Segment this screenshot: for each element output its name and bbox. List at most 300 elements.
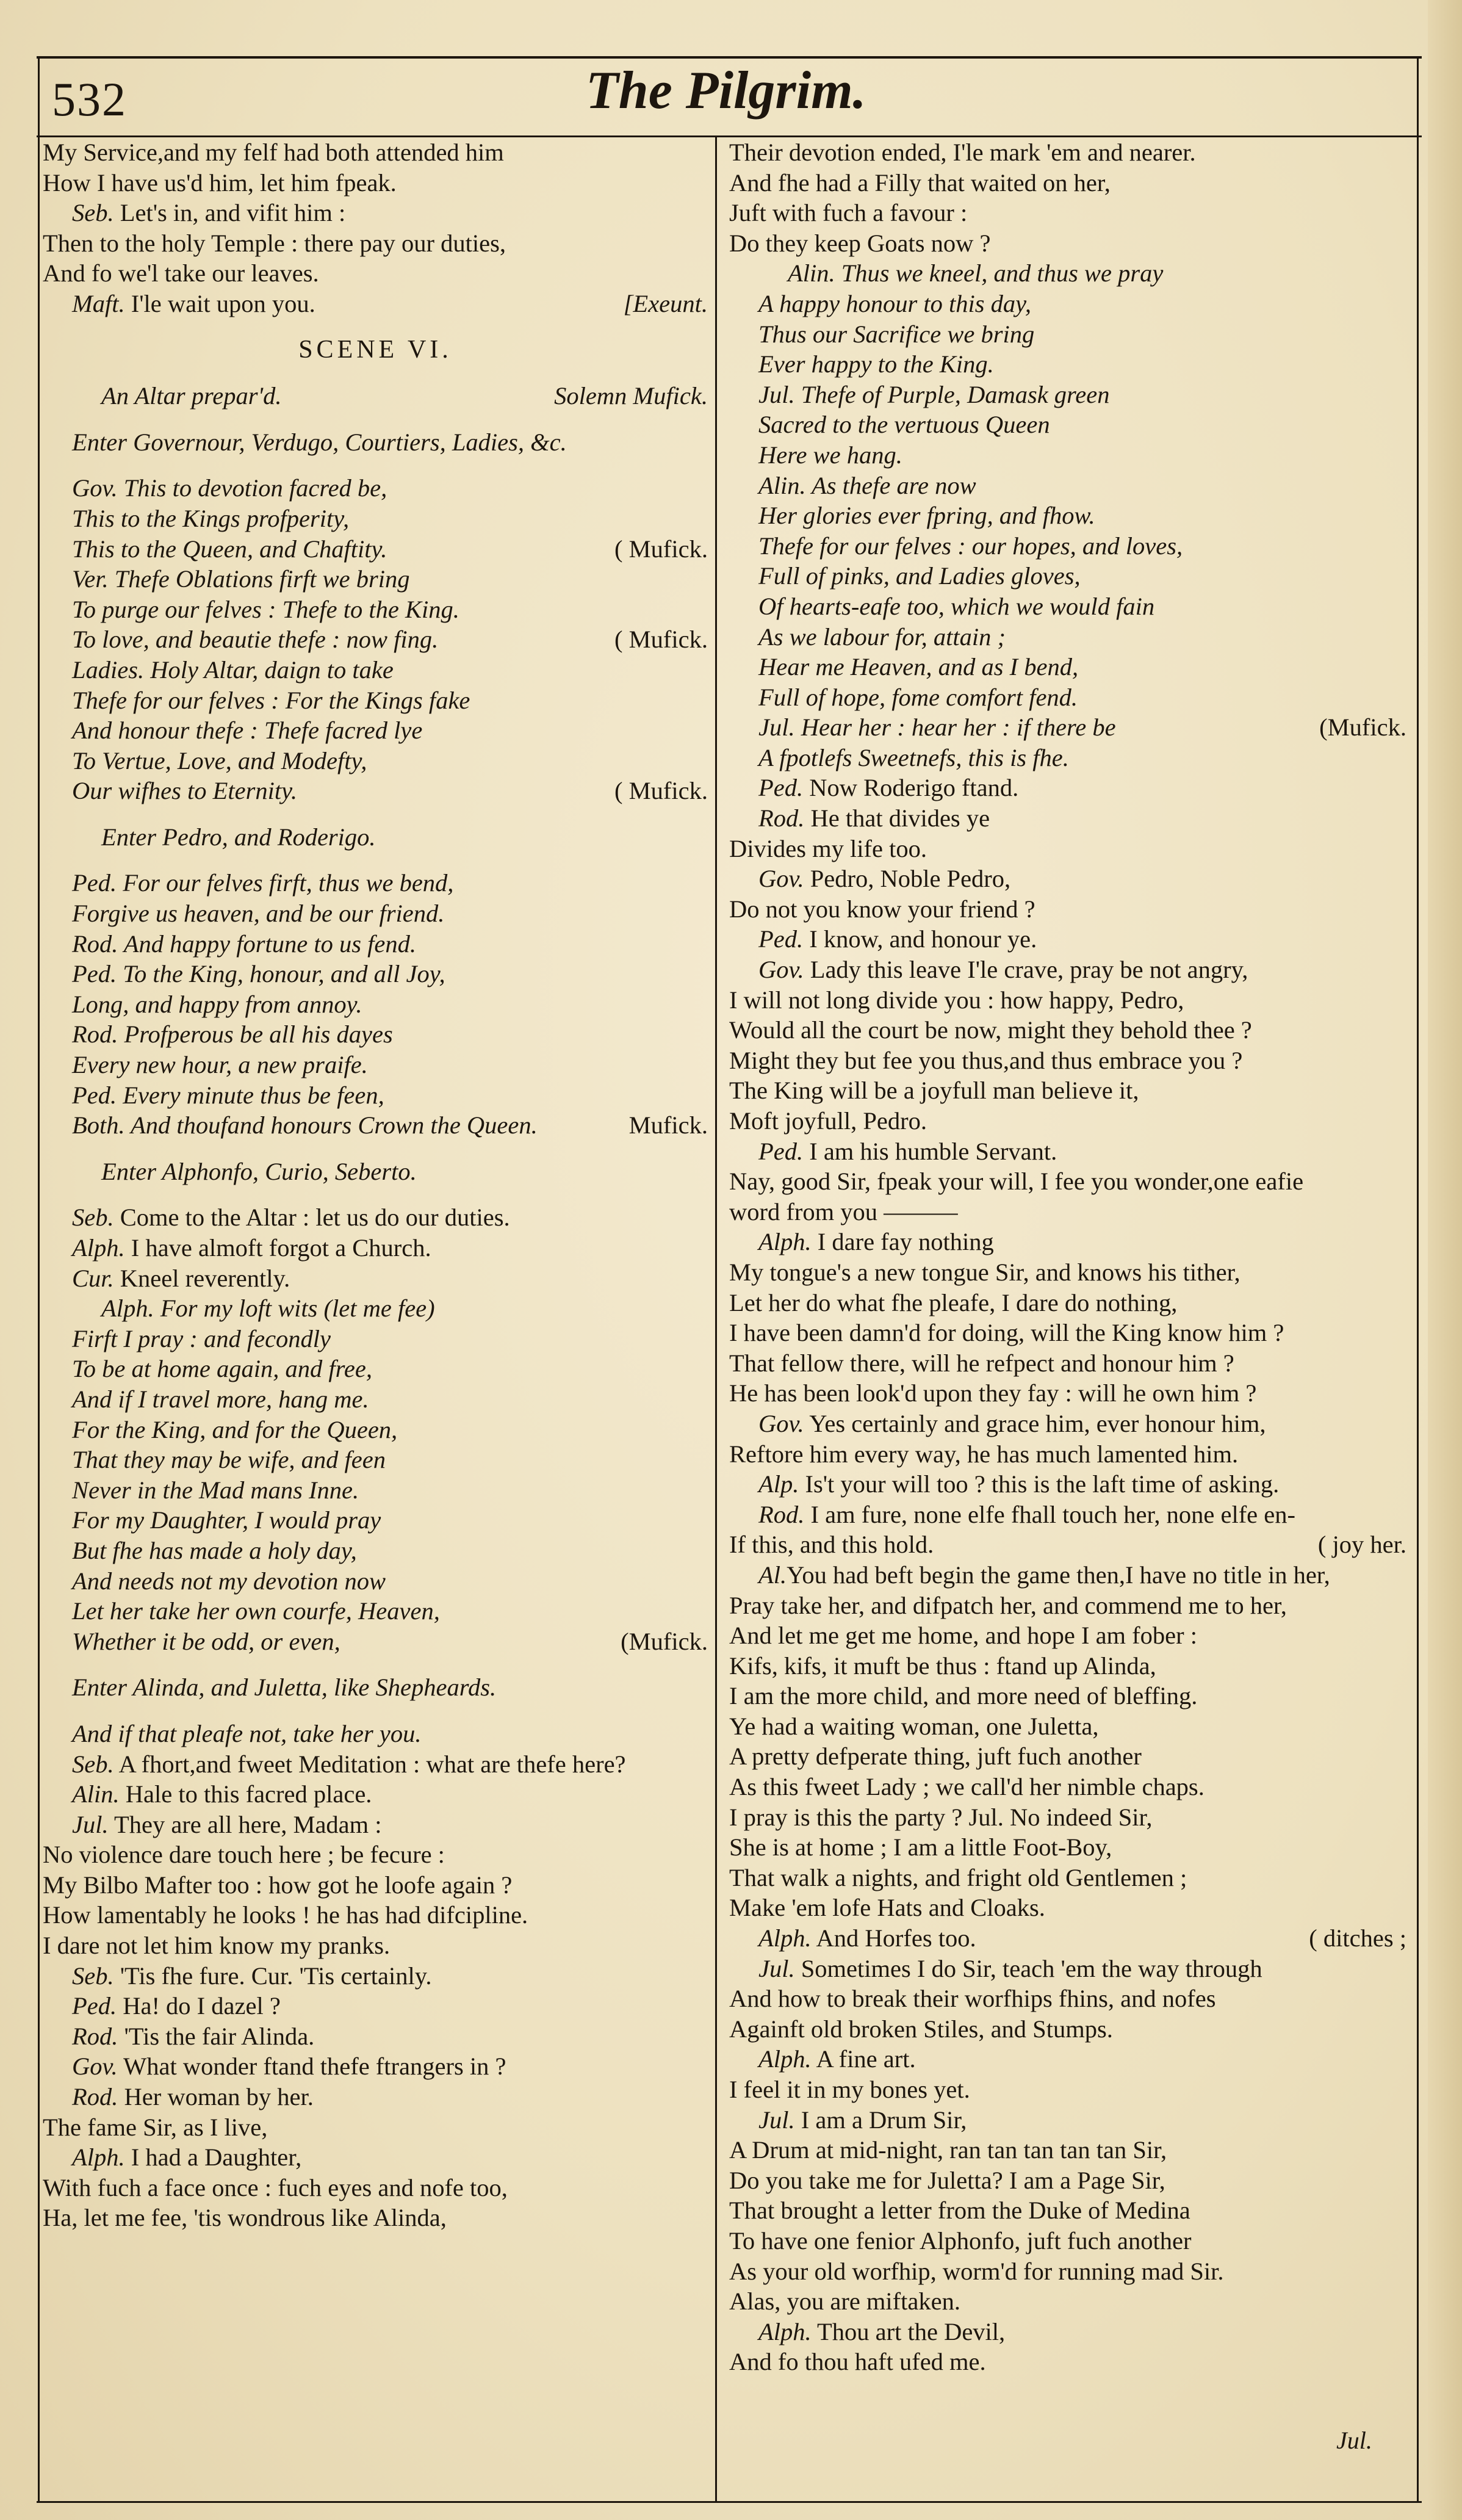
text-line <box>43 746 708 776</box>
line-text-italic: Every minute thus be feen, <box>117 1081 384 1109</box>
text-line <box>729 834 1406 864</box>
line-text-italic: Thefe Oblations firft we bring <box>108 565 410 593</box>
text-line <box>729 924 1406 955</box>
speaker-name: Ped. <box>72 1081 117 1109</box>
line-text-italic: And thoufand honours Crown the Queen. <box>124 1111 538 1139</box>
line-text-italic: A fpotlefs Sweetnefs, this is fhe. <box>758 743 1069 771</box>
text-line <box>729 743 1406 773</box>
speaker-name: Alin. <box>72 1780 120 1808</box>
speaker-name: Alph. <box>758 2317 812 2345</box>
line-spacer <box>43 1703 708 1719</box>
speaker-name: Alph. <box>758 1228 812 1256</box>
speaker-name: Rod. <box>72 930 118 958</box>
line-text-italic: But fhe has made a holy day, <box>72 1536 357 1564</box>
line-text-italic: This to the Queen, and Chaftity. <box>72 535 387 563</box>
text-line <box>43 168 708 198</box>
line-text-italic: Full of hope, fome comfort fend. <box>758 683 1078 711</box>
text-line <box>43 137 708 168</box>
line-text-italic: As we labour for, attain ; <box>758 623 1006 651</box>
stage-direction: Mufick. <box>628 1111 708 1139</box>
text-line <box>43 1505 708 1536</box>
text-line <box>729 2286 1406 2317</box>
text-line <box>43 2051 708 2082</box>
line-text-italic: Ever happy to the King. <box>758 350 994 378</box>
text-line <box>43 1672 708 1703</box>
speaker-name: Gov. <box>758 1409 804 1437</box>
text-line <box>43 1749 708 1780</box>
line-text: She is at home ; I am a little Foot-Boy, <box>729 1833 1112 1861</box>
line-text: Alas, you are miftaken. <box>729 2287 960 2316</box>
text-line <box>729 471 1406 501</box>
text-line <box>729 682 1406 713</box>
text-line <box>43 1930 708 1961</box>
line-text-italic: That they may be wife, and feen <box>72 1446 386 1474</box>
text-line <box>729 2074 1406 2105</box>
speaker-name: Alin. <box>788 259 835 287</box>
text-line <box>43 1779 708 1810</box>
text-line <box>43 822 708 853</box>
text-line <box>43 1354 708 1384</box>
line-text: I dare not let him know my pranks. <box>43 1932 391 1960</box>
text-line <box>729 985 1406 1016</box>
text-line <box>43 1719 708 1749</box>
line-text-italic: Full of pinks, and Ladies gloves, <box>758 562 1081 590</box>
line-text: Ye had a waiting woman, one Juletta, <box>729 1712 1099 1740</box>
speaker-name: Alph. <box>72 1234 125 1262</box>
text-line <box>43 1596 708 1626</box>
line-text: And fo thou haft ufed me. <box>729 2348 986 2376</box>
line-text: The fame Sir, as I live, <box>43 2113 268 2141</box>
line-text: A pretty defperate thing, juft fuch another <box>729 1742 1142 1771</box>
speaker-name: Alph. <box>72 2143 125 2172</box>
text-line <box>729 2347 1406 2377</box>
text-line <box>43 228 708 259</box>
stage-direction: ( Mufick. <box>614 535 708 563</box>
text-line <box>729 1409 1406 1439</box>
text-line <box>729 1832 1406 1863</box>
line-spacer <box>43 365 708 381</box>
line-text: And Horfes too. <box>811 1924 976 1952</box>
text-line <box>43 1566 708 1597</box>
speaker-name: Rod. <box>758 804 805 832</box>
line-spacer <box>43 806 708 822</box>
line-text: How I have us'd him, let him fpeak. <box>43 168 397 197</box>
text-line <box>729 773 1406 803</box>
line-text-italic: To purge our felves : Thefe to the King. <box>72 595 459 623</box>
text-line <box>729 1984 1406 2014</box>
text-line <box>729 1469 1406 1500</box>
speaker-name: Ped. <box>72 869 117 897</box>
stage-direction: (Mufick. <box>621 1627 708 1655</box>
line-spacer <box>43 319 708 335</box>
line-spacer <box>43 1186 708 1202</box>
line-text: Kifs, kifs, it muft be thus : ftand up Alinda, <box>729 1652 1156 1680</box>
text-line <box>43 258 708 289</box>
line-text-italic: For the King, and for the Queen, <box>72 1415 398 1443</box>
text-line <box>43 381 708 411</box>
text-line <box>729 531 1406 561</box>
text-line <box>43 1900 708 1930</box>
line-text: And let me get me home, and hope I am fober : <box>729 1622 1198 1650</box>
text-line <box>729 137 1406 168</box>
text-line <box>43 1110 708 1141</box>
line-text: As your old worfhip, worm'd for running mad Sir. <box>729 2257 1224 2285</box>
text-line <box>43 715 708 746</box>
page-number: 532 <box>52 73 127 126</box>
left-column <box>43 137 708 2233</box>
line-text: Might they but fee you thus,and thus embrace you ? <box>729 1046 1243 1074</box>
line-text: Reftore him every way, he has much lamented him. <box>729 1440 1239 1468</box>
line-text-italic: And happy fortune to us fend. <box>118 930 416 958</box>
line-text-italic: Every new hour, a new praife. <box>72 1051 368 1079</box>
speaker-name: Ped. <box>758 1137 804 1165</box>
speaker-name: Gov. <box>758 956 804 984</box>
line-text-italic: Holy Altar, daign to take <box>144 655 394 684</box>
line-spacer <box>43 457 708 473</box>
speaker-name: Maft. <box>72 289 125 317</box>
text-line <box>43 564 708 594</box>
right-column <box>729 137 1406 2377</box>
line-text-italic: Long, and happy from annoy. <box>72 990 362 1018</box>
line-text: Sometimes I do Sir, teach 'em the way through <box>794 1954 1262 1982</box>
line-text: Is't your will too ? this is the laft time of asking. <box>799 1470 1280 1498</box>
text-line <box>729 1348 1406 1379</box>
text-line <box>729 1741 1406 1772</box>
footer-rule <box>37 2501 1422 2503</box>
line-text: To have one fenior Alphonfo, juft fuch another <box>729 2226 1192 2255</box>
line-text-italic: Let her take her own courfe, Heaven, <box>72 1597 440 1625</box>
text-line <box>729 500 1406 531</box>
line-text: Moft joyfull, Pedro. <box>729 1107 927 1135</box>
text-line <box>729 349 1406 380</box>
line-text-italic: Here we hang. <box>758 441 902 469</box>
text-line <box>729 319 1406 350</box>
text-line <box>729 955 1406 985</box>
stage-direction: [Exeunt. <box>623 289 708 317</box>
text-line <box>729 1772 1406 1802</box>
line-text: He has been look'd upon they fay : will he own him ? <box>729 1379 1257 1407</box>
speaker-name: Ped. <box>758 925 804 953</box>
text-line <box>729 1378 1406 1409</box>
line-text: Their devotion ended, I'le mark 'em and nearer. <box>729 139 1196 166</box>
line-text-italic: Profperous be all his dayes <box>118 1020 393 1049</box>
line-text: I dare fay nothing <box>811 1228 994 1256</box>
line-text: 'Tis the fair Alinda. <box>118 2022 315 2050</box>
line-text: With fuch a face once : fuch eyes and nofe too, <box>43 2173 508 2201</box>
line-text: Let her do what fhe pleafe, I dare do nothing, <box>729 1288 1178 1316</box>
line-text-italic: As thefe are now <box>805 471 976 499</box>
text-line <box>729 1197 1406 1227</box>
line-text: How lamentably he looks ! he has had difcipline. <box>43 1901 528 1929</box>
line-text: Do you take me for Juletta? I am a Page Sir, <box>729 2166 1165 2194</box>
text-line <box>729 440 1406 471</box>
line-text: And how to break their worfhips fhins, and nofes <box>729 1985 1216 2013</box>
page-gutter <box>1428 0 1462 2520</box>
line-text: 'Tis fhe fure. Cur. 'Tis certainly. <box>113 1962 432 1990</box>
text-line <box>729 1500 1406 1530</box>
speaker-name: Gov. <box>72 474 118 502</box>
text-line <box>729 380 1406 410</box>
text-line <box>43 898 708 929</box>
speaker-name: Ladies. <box>72 655 145 684</box>
line-text-italic: Thefe for our felves : our hopes, and loves, <box>758 532 1183 560</box>
text-line <box>729 198 1406 228</box>
text-line <box>43 1293 708 1324</box>
line-text: Yes certainly and grace him, ever honour him, <box>804 1409 1266 1437</box>
line-text: SCENE VI. <box>298 335 452 364</box>
text-line <box>43 1263 708 1294</box>
text-line <box>43 1384 708 1415</box>
line-text-italic: To Vertue, Love, and Modefty, <box>72 746 367 774</box>
line-text-italic: Thefe for our felves : For the Kings fake <box>72 686 470 714</box>
text-line <box>729 1590 1406 1621</box>
text-line <box>729 1711 1406 1742</box>
line-text-italic: Enter Alinda, and Juletta, like Shepheards. <box>72 1673 497 1702</box>
stage-direction: Solemn Mufick. <box>554 382 708 410</box>
line-text: That walk a nights, and fright old Gentlemen ; <box>729 1863 1187 1891</box>
line-text-italic: This to devotion facred be, <box>117 474 387 502</box>
text-line <box>729 410 1406 440</box>
line-text-italic: Thus our Sacrifice we bring <box>758 320 1035 348</box>
text-line <box>43 1626 708 1657</box>
text-line <box>729 1802 1406 1833</box>
text-line <box>43 1536 708 1566</box>
line-text: Ha! do I dazel ? <box>117 1992 281 2020</box>
line-text: A Drum at mid-night, ran tan tan tan tan Sir, <box>729 2136 1167 2164</box>
text-line <box>43 1445 708 1475</box>
line-text-italic: Sacred to the vertuous Queen <box>758 411 1050 439</box>
text-line <box>43 2112 708 2143</box>
stage-direction: ( Mufick. <box>614 626 708 654</box>
line-text-italic: Firft I pray : and fecondly <box>72 1324 331 1352</box>
text-line <box>729 1045 1406 1076</box>
line-text: He that divides ye <box>804 804 990 832</box>
line-text: Would all the court be now, might they behold thee ? <box>729 1016 1252 1044</box>
speaker-name: Alph. <box>758 2045 812 2073</box>
text-line <box>43 1961 708 1991</box>
line-text-italic: Thus we kneel, and thus we pray <box>835 259 1164 287</box>
line-text: My tongue's a new tongue Sir, and knows his tither, <box>729 1258 1241 1286</box>
text-line <box>729 1529 1406 1560</box>
line-text: I pray is this the party ? Jul. No indeed Sir, <box>729 1803 1153 1831</box>
line-text: Make 'em lofe Hats and Cloaks. <box>729 1894 1045 1922</box>
speaker-name: Ped. <box>72 960 117 988</box>
text-line <box>729 2105 1406 2136</box>
text-line <box>43 1991 708 2021</box>
line-text: A fhort,and fweet Meditation : what are thefe here? <box>113 1750 626 1778</box>
line-text: I will not long divide you : how happy, Pedro, <box>729 986 1184 1014</box>
line-text-italic: This to the Kings profperity, <box>72 504 350 532</box>
catchword: Jul. <box>1336 2427 1372 2454</box>
text-line <box>43 473 708 504</box>
text-line <box>729 2014 1406 2045</box>
line-text-italic: To love, and beautie thefe : now fing. <box>72 626 439 654</box>
line-text-italic: To the King, honour, and all Joy, <box>117 960 445 988</box>
text-line <box>729 622 1406 652</box>
speaker-name: Al. <box>758 1561 787 1589</box>
speaker-name: Both. <box>72 1111 125 1139</box>
text-line <box>43 2082 708 2112</box>
line-text-italic: For our felves firft, thus we bend, <box>117 869 454 897</box>
text-line <box>729 2317 1406 2347</box>
text-line <box>43 989 708 1020</box>
text-line <box>729 652 1406 682</box>
line-text: Come to the Altar : let us do our duties. <box>113 1204 510 1232</box>
text-line <box>43 1839 708 1870</box>
line-text: Her woman by her. <box>118 2083 314 2111</box>
line-text: I had a Daughter, <box>124 2143 302 2172</box>
line-text: I have almoft forgot a Church. <box>124 1234 431 1262</box>
text-line <box>729 1560 1406 1590</box>
frame-right-rule <box>1417 56 1419 2502</box>
running-title: The Pilgrim. <box>586 61 866 120</box>
text-line <box>43 534 708 565</box>
text-line <box>43 427 708 458</box>
text-line <box>43 1810 708 1840</box>
text-line <box>729 1923 1406 1954</box>
text-line <box>729 1681 1406 1711</box>
line-text: Pray take her, and difpatch her, and commend me to her, <box>729 1591 1287 1619</box>
line-text: I have been damn'd for doing, will the King know him ? <box>729 1319 1284 1347</box>
line-spacer <box>43 1141 708 1157</box>
line-text-italic: Her glories ever fpring, and fhow. <box>758 502 1095 530</box>
text-line <box>43 2173 708 2203</box>
text-line <box>43 504 708 534</box>
text-line <box>43 776 708 806</box>
line-text: Nay, good Sir, fpeak your will, I fee you wonder,one eafie <box>729 1168 1304 1196</box>
text-line <box>729 1136 1406 1167</box>
text-line <box>43 2021 708 2052</box>
text-line <box>43 1019 708 1050</box>
speaker-name: Rod. <box>72 2022 118 2050</box>
line-text: Kneel reverently. <box>113 1264 290 1292</box>
text-line <box>729 228 1406 259</box>
line-text-italic: Enter Pedro, and Roderigo. <box>101 823 376 851</box>
line-text: As this fweet Lady ; we call'd her nimble chaps. <box>729 1773 1205 1801</box>
line-text: Ha, let me fee, 'tis wondrous like Alinda, <box>43 2204 447 2232</box>
column-divider <box>715 137 717 2502</box>
line-text-italic: Hear her : hear her : if there be <box>794 713 1116 742</box>
text-line <box>43 1080 708 1111</box>
speaker-name: Alp. <box>758 1470 799 1498</box>
line-text: word from you ——— <box>729 1197 958 1226</box>
speaker-name: Cur. <box>72 1264 114 1292</box>
text-line <box>729 168 1406 198</box>
text-line <box>729 712 1406 743</box>
speaker-name: Seb. <box>72 1204 114 1232</box>
line-text: Hale to this facred place. <box>119 1780 372 1808</box>
line-text: If this, and this hold. <box>729 1531 934 1559</box>
text-line <box>43 655 708 685</box>
text-line <box>43 198 708 228</box>
line-text: Thou art the Devil, <box>811 2317 1006 2345</box>
speaker-name: Ver. <box>72 565 109 593</box>
frame-left-rule <box>38 56 40 2502</box>
line-text-italic: Enter Alphonfo, Curio, Seberto. <box>101 1157 417 1185</box>
text-line <box>729 1954 1406 1984</box>
text-line <box>43 685 708 716</box>
line-text: I am a Drum Sir, <box>794 2106 967 2134</box>
speaker-name: Seb. <box>72 1962 114 1990</box>
speaker-name: Jul. <box>72 1810 109 1838</box>
text-line <box>43 959 708 989</box>
text-line <box>729 803 1406 834</box>
line-text-italic: An Altar prepar'd. <box>101 382 282 410</box>
line-text: I am his humble Servant. <box>803 1137 1057 1165</box>
text-line <box>729 1166 1406 1197</box>
text-line <box>729 1651 1406 1681</box>
text-line <box>729 1257 1406 1288</box>
line-text-italic: And needs not my devotion now <box>72 1567 386 1595</box>
line-text-italic: Whether it be odd, or even, <box>72 1627 340 1655</box>
speaker-name: Jul. <box>758 713 795 742</box>
text-line <box>43 624 708 655</box>
text-line <box>43 289 708 319</box>
line-text-italic: Forgive us heaven, and be our friend. <box>72 900 445 928</box>
text-line <box>729 2044 1406 2074</box>
text-line <box>729 1439 1406 1470</box>
line-text: Lady this leave I'le crave, pray be not angry, <box>804 956 1248 984</box>
line-text: That brought a letter from the Duke of Medina <box>729 2197 1190 2225</box>
stage-direction: ( ditches ; <box>1309 1924 1406 1952</box>
text-line <box>43 1202 708 1233</box>
text-line <box>729 1075 1406 1106</box>
text-line <box>729 2226 1406 2256</box>
line-text: I am fure, none elfe fhall touch her, none elfe en- <box>804 1500 1295 1528</box>
text-line <box>43 1050 708 1080</box>
line-text-italic: And honour thefe : Thefe facred lye <box>72 717 423 745</box>
speaker-name: Alin. <box>758 471 806 499</box>
text-line <box>729 289 1406 319</box>
line-text: No violence dare touch here ; be fecure : <box>43 1841 445 1869</box>
text-line <box>729 1620 1406 1651</box>
stage-direction: ( Mufick. <box>614 777 708 805</box>
text-line <box>729 258 1406 289</box>
speaker-name: Alph. <box>101 1294 154 1323</box>
line-text-italic: Hear me Heaven, and as I bend, <box>758 653 1079 681</box>
line-text-italic: Thefe of Purple, Damask green <box>794 380 1110 408</box>
speaker-name: Seb. <box>72 199 114 227</box>
speaker-name: Ped. <box>758 774 804 802</box>
text-line <box>43 1324 708 1354</box>
stage-direction: ( joy her. <box>1317 1531 1406 1559</box>
speaker-name: Rod. <box>758 1500 805 1528</box>
text-line <box>43 868 708 898</box>
speaker-name: Jul. <box>758 2106 795 2134</box>
speaker-name: Gov. <box>758 865 804 893</box>
line-text: Let's in, and vifit him : <box>113 199 346 227</box>
text-line <box>43 2203 708 2233</box>
text-line <box>729 1893 1406 1923</box>
text-line <box>729 864 1406 894</box>
header-rule-top <box>37 56 1422 59</box>
line-spacer <box>43 411 708 427</box>
line-text: And fhe had a Filly that waited on her, <box>729 168 1111 197</box>
line-text-italic: And if I travel more, hang me. <box>72 1385 369 1413</box>
text-line <box>729 1318 1406 1348</box>
line-text: Do they keep Goats now ? <box>729 229 991 257</box>
speaker-name: Ped. <box>72 1992 117 2020</box>
speaker-name: Alph. <box>758 1924 812 1952</box>
line-text: And fo we'l take our leaves. <box>43 259 319 287</box>
line-text: That fellow there, will he refpect and honour him ? <box>729 1349 1234 1377</box>
stage-direction: (Mufick. <box>1319 713 1406 742</box>
line-text-italic: To be at home again, and free, <box>72 1355 372 1383</box>
text-line <box>43 335 708 366</box>
line-text-italic: Enter Governour, Verdugo, Courtiers, Ladies, &c. <box>72 428 567 456</box>
text-line <box>729 2256 1406 2287</box>
line-text: Divides my life too. <box>729 834 927 862</box>
